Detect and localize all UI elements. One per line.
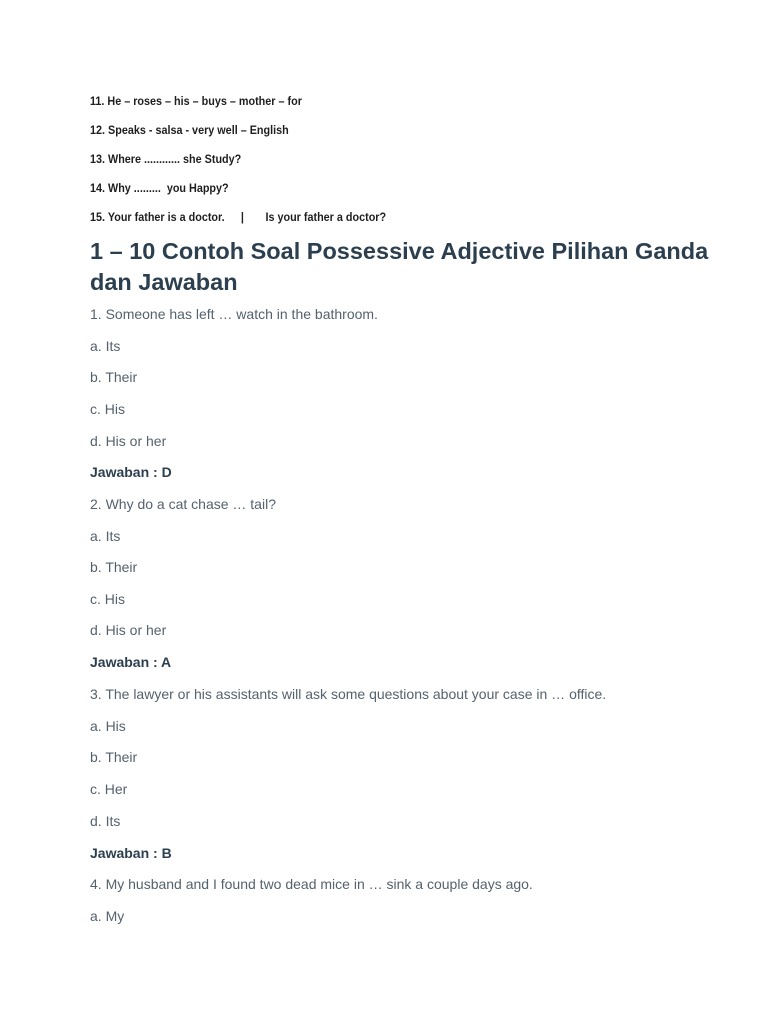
question-2: 2. Why do a cat chase … tail? xyxy=(90,496,276,512)
q1-option-a: a. Its xyxy=(90,338,121,354)
exercise-item-13: 13. Where ............ she Study? xyxy=(90,152,242,166)
q2-option-a: a. Its xyxy=(90,528,121,544)
question-4: 4. My husband and I found two dead mice in … sink a couple days ago. xyxy=(90,876,533,892)
q3-option-b: b. Their xyxy=(90,749,138,765)
q1-option-d: d. His or her xyxy=(90,433,167,449)
exercise-item-11: 11. He – roses – his – buys – mother – for xyxy=(90,94,302,108)
item15-statement: 15. Your father is a doctor. xyxy=(90,210,225,224)
item15-question: Is your father a doctor? xyxy=(265,210,387,224)
q3-option-a: a. His xyxy=(90,718,126,734)
q2-answer: Jawaban : A xyxy=(90,654,172,670)
q2-option-d: d. His or her xyxy=(90,622,167,638)
item15-separator: | xyxy=(240,210,244,224)
question-1: 1. Someone has left … watch in the bathroom. xyxy=(90,306,378,322)
q3-option-d: d. Its xyxy=(90,813,121,829)
section-heading: 1 – 10 Contoh Soal Possessive Adjective Pilihan Ganda dan Jawaban xyxy=(90,238,709,295)
q3-answer: Jawaban : B xyxy=(90,845,172,861)
q1-answer: Jawaban : D xyxy=(90,464,172,480)
exercise-item-14: 14. Why ......... you Happy? xyxy=(90,181,229,195)
q3-option-c: c. Her xyxy=(90,781,128,797)
q2-option-c: c. His xyxy=(90,591,125,607)
exercise-item-15 xyxy=(90,210,386,224)
question-3: 3. The lawyer or his assistants will ask some questions about your case in … office. xyxy=(90,686,607,702)
q4-option-a: a. My xyxy=(90,908,125,924)
q1-option-b: b. Their xyxy=(90,369,138,385)
exercise-item-12: 12. Speaks - salsa - very well – English xyxy=(90,123,289,137)
q2-option-b: b. Their xyxy=(90,559,138,575)
q1-option-c: c. His xyxy=(90,401,125,417)
